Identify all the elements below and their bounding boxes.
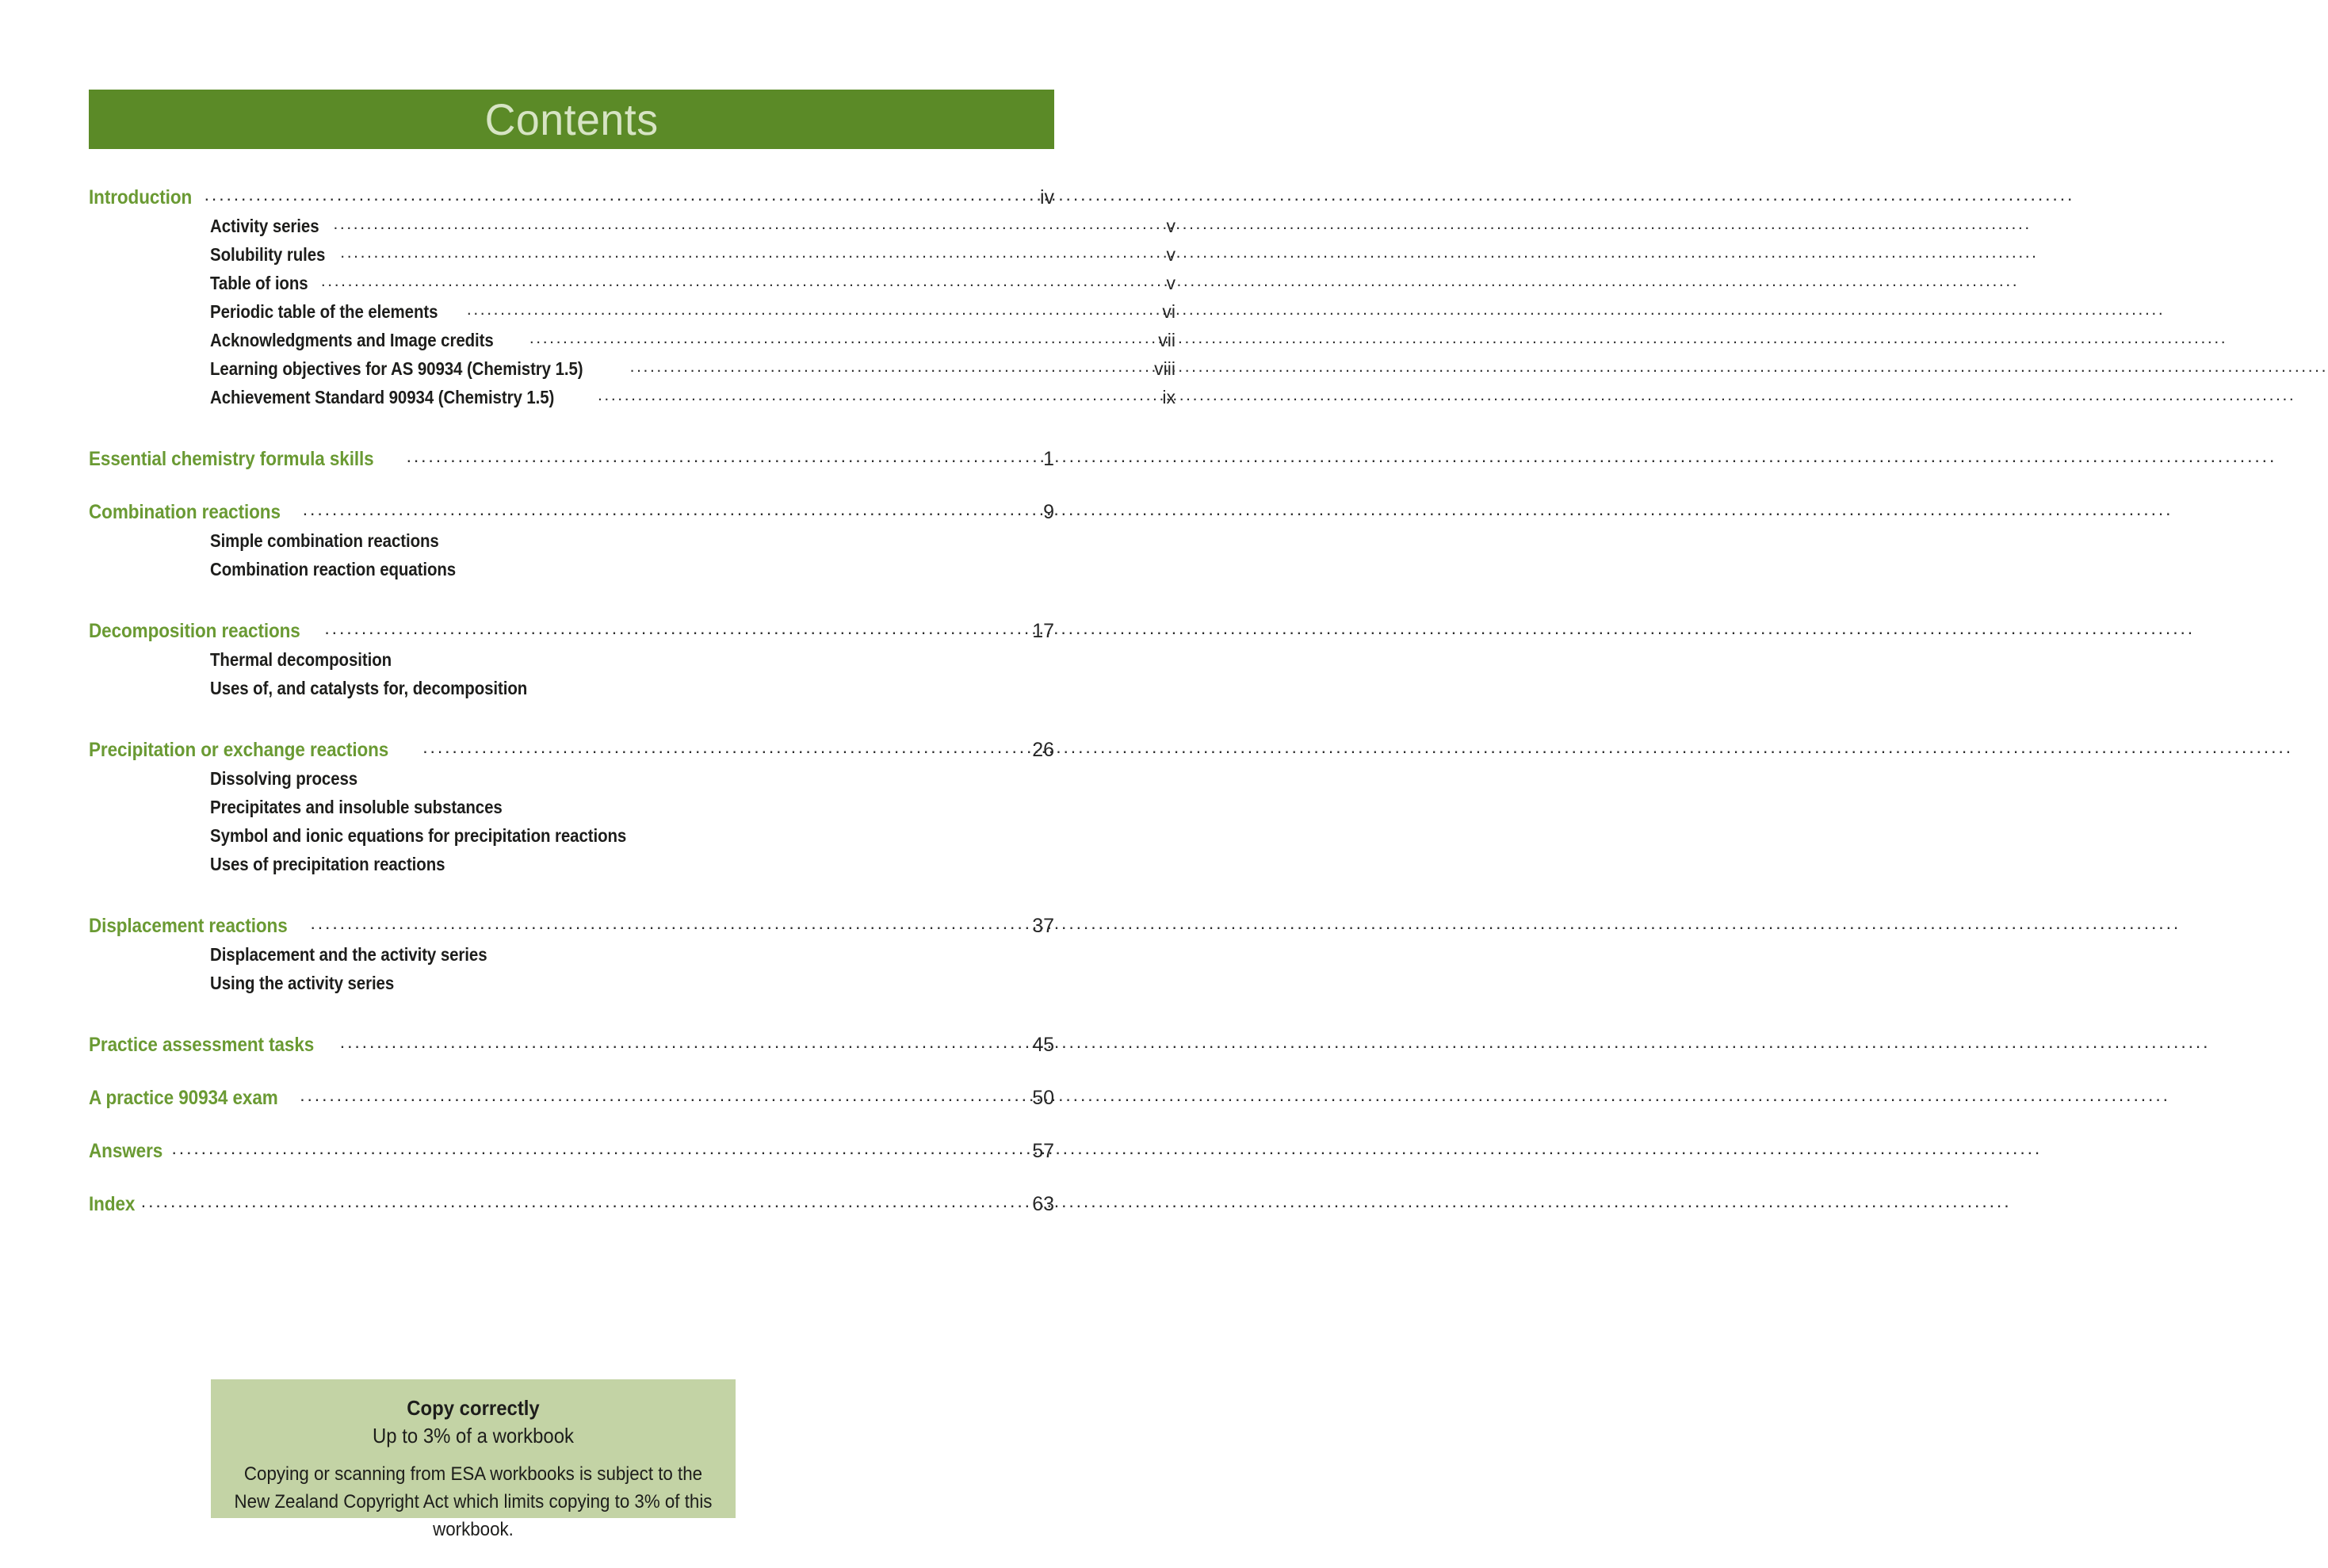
toc-group: [89, 448, 1054, 477]
toc-subentry-label: Using the activity series: [210, 973, 395, 993]
toc-entry-sub[interactable]: [89, 559, 1175, 587]
toc-entry-label: Answers: [89, 1140, 163, 1162]
toc-subentry-label: Table of ions: [210, 273, 308, 293]
toc-page-number: 1: [1043, 448, 1054, 470]
toc-group-spacer: [89, 1169, 1054, 1193]
toc-entry-main[interactable]: [89, 501, 1054, 530]
toc-page-number: 50: [1032, 1087, 1054, 1109]
toc-leader-dots: [340, 1038, 1031, 1051]
contents-header-banner: [89, 90, 1054, 149]
toc-entry-main[interactable]: [89, 915, 1054, 944]
toc-entry-sub[interactable]: [89, 530, 1175, 559]
toc-entry-label: Index: [89, 1193, 136, 1215]
toc-leader-dots: [422, 744, 1031, 756]
toc-group: [89, 620, 1054, 706]
toc-subentry-label: Solubility rules: [210, 244, 326, 265]
toc-page-number: ix: [1162, 387, 1175, 407]
toc-leader-dots: [630, 362, 1154, 375]
toc-entry-main[interactable]: [89, 620, 1054, 649]
toc-entry-sub[interactable]: [89, 301, 1175, 330]
toc-leader-dots: [324, 625, 1031, 637]
toc-entry-sub[interactable]: [89, 854, 1175, 882]
toc-entry-sub[interactable]: [89, 358, 1175, 387]
toc-entry-label: Precipitation or exchange reactions: [89, 739, 389, 761]
toc-leader-dots: [310, 920, 1031, 932]
toc-subentry-label: Learning objectives for AS 90934 (Chemistry 1.5): [210, 358, 583, 379]
toc-entry-main[interactable]: [89, 1034, 1054, 1063]
toc-subentry-label: Achievement Standard 90934 (Chemistry 1.5): [210, 387, 555, 407]
toc-entry-main[interactable]: [89, 739, 1054, 768]
toc-subentry-label: Combination reaction equations: [210, 559, 457, 579]
toc-group: [89, 1193, 1054, 1222]
toc-entry-main[interactable]: [89, 1087, 1054, 1116]
toc-page-number: 45: [1032, 1034, 1054, 1056]
toc-group: [89, 1087, 1054, 1116]
toc-page-number: viii: [1154, 358, 1175, 379]
toc-entry-sub[interactable]: [89, 330, 1175, 358]
page-title: Contents: [484, 94, 659, 144]
toc-entry-sub[interactable]: [89, 387, 1175, 415]
toc-leader-dots: [300, 1092, 1031, 1104]
toc-subentry-label: Thermal decomposition: [210, 649, 392, 670]
toc-leader-dots: [303, 506, 1042, 518]
toc-page-number: v: [1166, 244, 1175, 265]
toc-leader-dots: [321, 277, 1166, 289]
toc-entry-sub[interactable]: [89, 273, 1175, 301]
copy-notice-line-1: Copying or scanning from ESA workbooks is subject to the: [243, 1463, 703, 1485]
toc-entry-main[interactable]: [89, 186, 1054, 216]
toc-page-number: iv: [1039, 186, 1054, 208]
toc-entry-sub[interactable]: [89, 244, 1175, 273]
toc-subentry-label: Symbol and ionic equations for precipitation reactions: [210, 825, 627, 846]
toc-entry-main[interactable]: [89, 448, 1054, 477]
toc-subentry-label: Uses of precipitation reactions: [210, 854, 445, 874]
toc-group-spacer: [89, 706, 1054, 739]
toc-group: [89, 501, 1054, 587]
toc-entry-label: Decomposition reactions: [89, 620, 300, 642]
copy-notice-line-2: New Zealand Copyright Act which limits copying to 3% of this workbook.: [234, 1490, 713, 1540]
toc-group-spacer: [89, 1001, 1054, 1034]
toc-group: [89, 1140, 1054, 1169]
toc-group-spacer: [89, 477, 1054, 501]
toc-page-number: 37: [1032, 915, 1054, 937]
toc-entry-sub[interactable]: [89, 825, 1175, 854]
toc-leader-dots: [407, 453, 1043, 465]
toc-group-spacer: [89, 882, 1054, 915]
toc-group-spacer: [89, 415, 1054, 448]
toc-entry-sub[interactable]: [89, 944, 1175, 973]
toc-leader-dots: [467, 305, 1161, 318]
toc-group: [89, 1034, 1054, 1063]
toc-entry-label: Practice assessment tasks: [89, 1034, 315, 1056]
toc-subentry-label: Precipitates and insoluble substances: [210, 797, 503, 817]
toc-entry-label: Combination reactions: [89, 501, 281, 523]
toc-leader-dots: [205, 191, 1039, 204]
toc-page-number: 9: [1043, 501, 1054, 523]
toc-subentry-label: Uses of, and catalysts for, decomposition: [210, 678, 528, 698]
copy-notice-subtitle: Up to 3% of a workbook: [373, 1423, 574, 1448]
toc-leader-dots: [141, 1198, 1031, 1210]
copy-correctly-notice: [211, 1379, 736, 1540]
toc-page-number: 26: [1032, 739, 1054, 761]
toc-entry-sub[interactable]: [89, 768, 1175, 797]
toc-group-spacer: [89, 1063, 1054, 1087]
toc-subentry-label: Dissolving process: [210, 768, 358, 789]
toc-entry-sub[interactable]: [89, 649, 1175, 678]
toc-group-spacer: [89, 1116, 1054, 1140]
toc-leader-dots: [172, 1145, 1032, 1157]
toc-entry-main[interactable]: [89, 1140, 1054, 1169]
toc-page-number: 63: [1032, 1193, 1054, 1215]
toc-group: [89, 739, 1054, 882]
toc-subentry-label: Activity series: [210, 216, 319, 236]
toc-entry-label: Displacement reactions: [89, 915, 288, 937]
copy-notice-body: [229, 1461, 717, 1543]
toc-group: [89, 915, 1054, 1001]
toc-page-number: vi: [1162, 301, 1175, 322]
toc-subentry-label: Displacement and the activity series: [210, 944, 487, 965]
toc-entry-sub[interactable]: [89, 973, 1175, 1001]
toc-entry-sub[interactable]: [89, 797, 1175, 825]
toc-entry-sub[interactable]: [89, 216, 1175, 244]
copy-notice-title: Copy correctly: [407, 1396, 540, 1420]
toc-leader-dots: [333, 220, 1165, 232]
toc-subentry-label: Periodic table of the elements: [210, 301, 438, 322]
toc-entry-label: A practice 90934 exam: [89, 1087, 278, 1109]
toc-leader-dots: [340, 248, 1165, 261]
toc-subentry-label: Acknowledgments and Image credits: [210, 330, 494, 350]
toc-entry-sub[interactable]: [89, 678, 1175, 706]
table-of-contents: [89, 186, 1175, 1222]
toc-page-number: vii: [1158, 330, 1175, 350]
toc-group: [89, 186, 1175, 415]
toc-group-spacer: [89, 587, 1054, 620]
toc-subentry-label: Simple combination reactions: [210, 530, 439, 551]
toc-entry-label: Essential chemistry formula skills: [89, 448, 374, 470]
toc-page-number: 57: [1032, 1140, 1054, 1162]
toc-entry-main[interactable]: [89, 1193, 1054, 1222]
toc-page-number: v: [1166, 273, 1175, 293]
toc-page-number: 17: [1032, 620, 1054, 642]
toc-leader-dots: [598, 391, 1161, 403]
toc-entry-label: Introduction: [89, 186, 193, 208]
toc-leader-dots: [529, 334, 1157, 346]
toc-page-number: v: [1166, 216, 1175, 236]
